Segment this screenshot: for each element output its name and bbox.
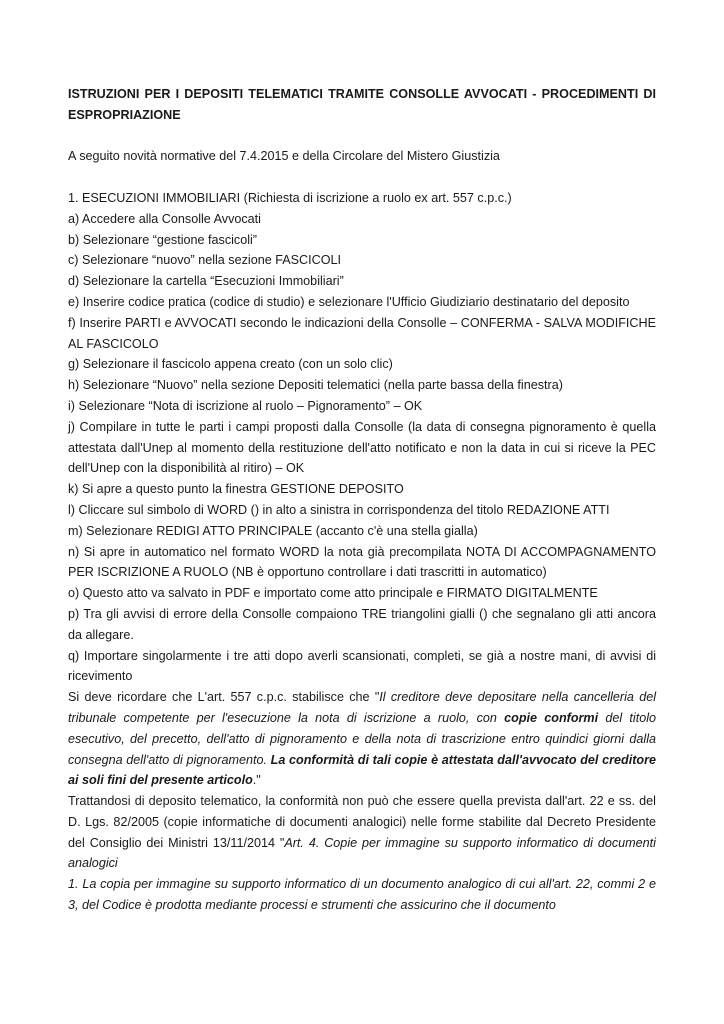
intro-paragraph: A seguito novità normative del 7.4.2015 e della Circolare del Mistero Giustizia [68, 149, 500, 164]
step-o: o) Questo atto va salvato in PDF e importato come atto principale e FIRMATO DIGITALMENTE [68, 586, 598, 601]
step-a: a) Accedere alla Consolle Avvocati [68, 211, 261, 226]
quote-italic-2: del titolo esecutivo, del precetto, dell'atto di pignoramento e della nota di trascrizione entro quindici giorni dalla consegna dell'atto di pignoramento. [68, 710, 656, 767]
quote-tail: ." [252, 773, 261, 788]
quote-italic-1: Il creditore deve depositare nella cancelleria del tribunale competente per l'esecuzione la nota di iscrizione a ruolo, con [68, 690, 656, 725]
step-p: p) Tra gli avvisi di errore della Consolle compaiono TRE triangolini gialli () che segnalano gli atti ancora da allegare. [68, 606, 656, 642]
step-i: i) Selezionare “Nota di iscrizione al ruolo – Pignoramento” – OK [68, 398, 423, 413]
conformity-text: Trattandosi di deposito telematico, la conformità non può che essere quella prevista dall'art. 22 e ss. del D. Lgs. 82/2005 (copie informatiche di documenti analogici) nelle forme stabilite dal Decreto Presidente del Consiglio dei Ministri 13/11/2014 " [68, 794, 656, 850]
step-f: f) Inserire PARTI e AVVOCATI secondo le indicazioni della Consolle – CONFERMA - SALVA MODIFICHE AL FASCICOLO [68, 315, 656, 351]
step-n: n) Si apre in automatico nel formato WORD la nota già precompilata NOTA DI ACCOMPAGNAMENTO PER ISCRIZIONE A RUOLO (NB è opportuno controllare i dati trascritti in automatico) [68, 544, 656, 580]
conformity-italic: Art. 4. Copie per immagine su supporto informatico di documenti analogici [68, 835, 656, 871]
conformity-paragraph [68, 791, 656, 874]
section-heading: 1. ESECUZIONI IMMOBILIARI (Richiesta di iscrizione a ruolo ex art. 557 c.p.c.) [68, 190, 512, 205]
step-m: m) Selezionare REDIGI ATTO PRINCIPALE (accanto c'è una stella gialla) [68, 523, 478, 538]
step-h: h) Selezionare “Nuovo” nella sezione Depositi telematici (nella parte bassa della finestra) [68, 378, 563, 393]
step-k: k) Si apre a questo punto la finestra GESTIONE DEPOSITO [68, 482, 404, 497]
step-j: j) Compilare in tutte le parti i campi proposti dalla Consolle (la data di consegna pignoramento è quella attestata dall'Unep al momento della restituzione dell'atto notificato e non la data in cui si riceve la PEC dell'Unep con la disponibilità al ritiro) – OK [68, 419, 656, 476]
document-title: ISTRUZIONI PER I DEPOSITI TELEMATICI TRAMITE CONSOLLE AVVOCATI - PROCEDIMENTI DI ESPROPRIAZIONE [68, 87, 656, 122]
step-d: d) Selezionare la cartella “Esecuzioni Immobiliari” [68, 274, 344, 289]
quote-paragraph [68, 687, 656, 791]
step-c: c) Selezionare “nuovo” nella sezione FASCICOLI [68, 253, 341, 268]
step-g: g) Selezionare il fascicolo appena creato (con un solo clic) [68, 357, 393, 372]
step-l: l) Cliccare sul simbolo di WORD () in alto a sinistra in corrispondenza del titolo REDAZIONE ATTI [68, 502, 610, 517]
quote-lead: Si deve ricordare che L'art. 557 c.p.c. stabilisce che " [68, 690, 380, 705]
step-q: q) Importare singolarmente i tre atti dopo averli scansionati, completi, se già a nostre mani, di avvisi di ricevimento [68, 648, 656, 684]
step-b: b) Selezionare “gestione fascicoli” [68, 232, 257, 247]
document-page [68, 84, 656, 916]
step-e: e) Inserire codice pratica (codice di studio) e selezionare l'Ufficio Giudiziario destinatario del deposito [68, 294, 630, 309]
article-1-paragraph: 1. La copia per immagine su supporto informatico di un documento analogico di cui all'art. 22, commi 2 e 3, del Codice è prodotta mediante processi e strumenti che assicurino che il documento [68, 877, 656, 913]
quote-bold-italic-2: La conformità di tali copie è attestata dall'avvocato del creditore ai soli fini del presente articolo [68, 752, 656, 788]
quote-bold-italic-1: copie conformi [504, 710, 599, 725]
